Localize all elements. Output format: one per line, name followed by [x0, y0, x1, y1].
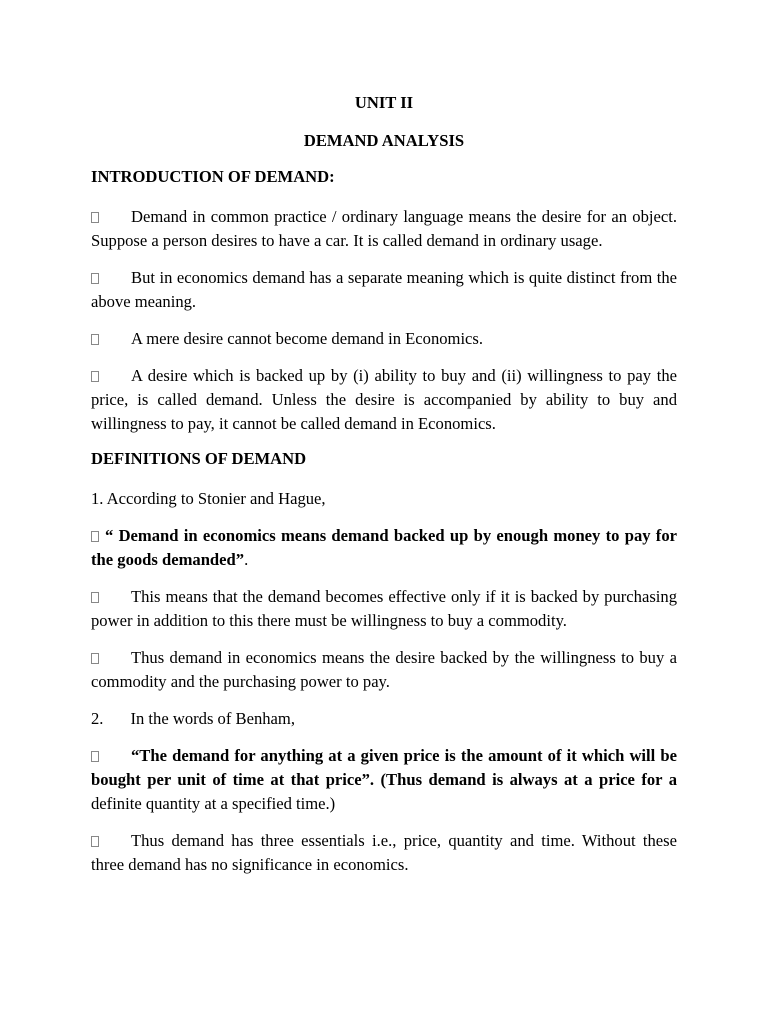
bullet-box-icon [91, 212, 99, 223]
bullet-box-icon [91, 371, 99, 382]
intro-heading: INTRODUCTION OF DEMAND: [91, 167, 335, 186]
definition-1-quote: “ Demand in economics means demand backed up by enough money to pay for the goods demanded”. [91, 526, 677, 569]
definition-1-paragraph-2: Thus demand in economics means the desire backed by the willingness to buy a commodity and the purchasing power to pay. [91, 648, 677, 691]
bullet-box-icon [91, 273, 99, 284]
bullet-box-icon [91, 531, 99, 542]
document-title: DEMAND ANALYSIS [303, 131, 465, 150]
intro-paragraph-1: Demand in common practice / ordinary language means the desire for an object. Suppose a person desires to have a car. It is called demand in ordinary usage. [91, 207, 677, 250]
definition-2-label: 2. In the words of Benham, [91, 709, 295, 728]
bullet-box-icon [91, 836, 99, 847]
definition-1-label: 1. According to Stonier and Hague, [91, 489, 326, 508]
bullet-box-icon [91, 751, 99, 762]
bullet-box-icon [91, 334, 99, 345]
definition-1-paragraph-1: This means that the demand becomes effective only if it is backed by purchasing power in addition to this there must be willingness to buy a commodity. [91, 587, 677, 630]
document-body [91, 93, 677, 890]
bullet-box-icon [91, 592, 99, 603]
unit-title: UNIT II [354, 93, 414, 112]
intro-paragraph-3: A mere desire cannot become demand in Economics. [91, 327, 677, 351]
definitions-heading: DEFINITIONS OF DEMAND [91, 449, 307, 468]
intro-paragraph-4: A desire which is backed up by (i) ability to buy and (ii) willingness to pay the price, is called demand. Unless the desire is accompanied by ability to buy and willingness to pay, it cannot be called demand in Economics. [91, 366, 677, 433]
bullet-box-icon [91, 653, 99, 664]
definition-2-paragraph-1: Thus demand has three essentials i.e., price, quantity and time. Without these three demand has no significance in economics. [91, 831, 677, 874]
definition-2-quote: “The demand for anything at a given price is the amount of it which will be bought per unit of time at that price”. (Thus demand is always at a price for a definite quantity at a specified time.) [91, 746, 677, 813]
intro-paragraph-2: But in economics demand has a separate meaning which is quite distinct from the above meaning. [91, 268, 677, 311]
